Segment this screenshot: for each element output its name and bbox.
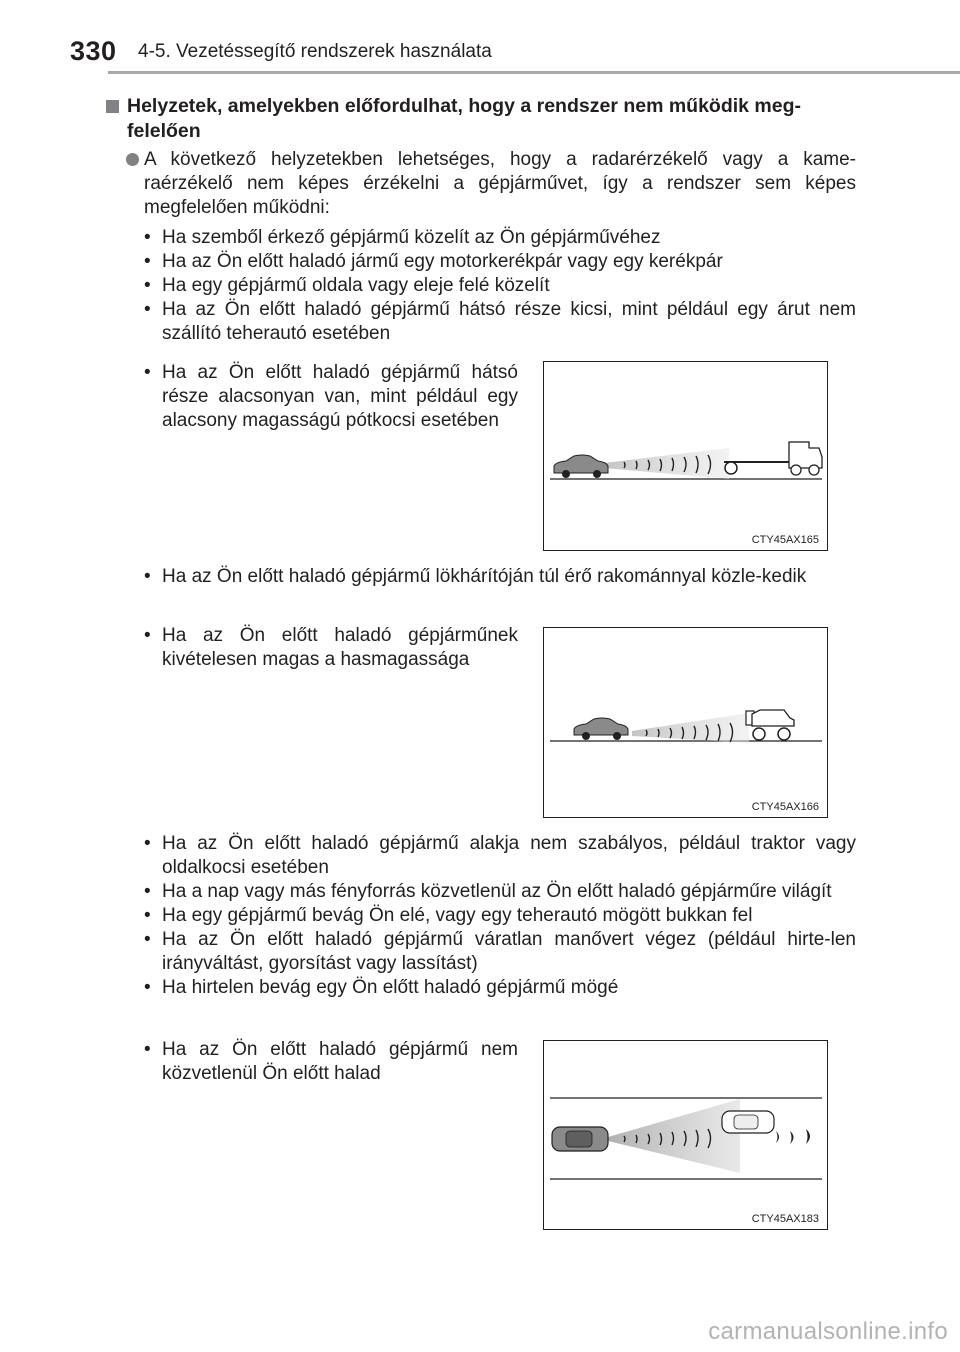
list-item bbox=[104, 624, 518, 672]
bullet-icon: • bbox=[144, 362, 151, 383]
chapter-header: 4-5. Vezetéssegítő rendszerek használata bbox=[138, 41, 492, 62]
list-item-text: Ha egy gépjármű bevág Ön elé, vagy egy teherautó mögött bukkan fel bbox=[162, 905, 753, 926]
bullet-icon: • bbox=[144, 251, 151, 272]
list-item bbox=[104, 274, 856, 298]
main-content bbox=[104, 94, 856, 346]
section-title-line1: Helyzetek, amelyekben előfordulhat, hogy a rendszer nem működik meg- bbox=[127, 95, 802, 117]
section-title-line2: felelően bbox=[127, 120, 201, 142]
bullet-icon: • bbox=[144, 299, 151, 320]
list-item bbox=[104, 976, 856, 1000]
list-item bbox=[104, 880, 856, 904]
intro-paragraph bbox=[104, 148, 856, 220]
figure-2-caption-list bbox=[104, 624, 518, 672]
intro-text: A következő helyzetekben lehetséges, hogy a radarérzékelő vagy a kame-raérzékelő nem képes érzékelni a gépjárművet, így a rendszer sem képes megfelelően működni: bbox=[144, 149, 856, 218]
list-item-text: Ha az Ön előtt haladó gépjármű lökhárítóján túl érő rakománnyal közle-kedik bbox=[162, 566, 807, 587]
low-trailer-illustration bbox=[544, 362, 827, 550]
list-item bbox=[104, 1038, 518, 1086]
list-item-text: Ha szemből érkező gépjármű közelít az Ön gépjárművéhez bbox=[162, 227, 661, 248]
figure-2-text: Ha az Ön előtt haladó gépjárműnek kivételesen magas a hasmagassága bbox=[162, 625, 518, 670]
bullet-icon: • bbox=[144, 227, 151, 248]
situation-list-2 bbox=[104, 565, 856, 589]
list-item-text: Ha hirtelen bevág egy Ön előtt haladó gépjármű mögé bbox=[162, 977, 619, 998]
list-item bbox=[104, 226, 856, 250]
list-item-text: Ha az Ön előtt haladó gépjármű hátsó része kicsi, mint például egy árut nem szállító teherautó esetében bbox=[162, 299, 856, 344]
bullet-icon: • bbox=[144, 929, 151, 950]
figure-3-text: Ha az Ön előtt haladó gépjármű nem közvetlenül Ön előtt halad bbox=[162, 1039, 518, 1084]
square-bullet-icon bbox=[106, 100, 119, 113]
high-clearance-illustration bbox=[544, 628, 827, 817]
list-item bbox=[104, 832, 856, 880]
bullet-icon: • bbox=[144, 905, 151, 926]
list-item bbox=[104, 928, 856, 976]
list-item bbox=[104, 361, 518, 433]
bullet-icon: • bbox=[144, 977, 151, 998]
list-item-text: Ha az Ön előtt haladó jármű egy motorkerékpár vagy egy kerékpár bbox=[162, 251, 723, 272]
list-item-text: Ha a nap vagy más fényforrás közvetlenül az Ön előtt haladó gépjárműre világít bbox=[162, 881, 832, 902]
figure-1-code: CTY45AX165 bbox=[751, 534, 819, 546]
list-item bbox=[104, 565, 856, 589]
list-item-text: Ha az Ön előtt haladó gépjármű váratlan manővert végez (például hirte-len irányváltást, gyorsítást vagy lassítást) bbox=[162, 929, 856, 974]
header-rule bbox=[108, 71, 960, 74]
page-number: 330 bbox=[70, 36, 117, 66]
figure-1-illustration bbox=[543, 361, 828, 551]
bullet-icon: • bbox=[144, 833, 151, 854]
figure-2-code: CTY45AX166 bbox=[751, 801, 819, 813]
situation-list-3 bbox=[104, 832, 856, 1000]
list-item bbox=[104, 250, 856, 274]
bullet-icon: • bbox=[144, 1039, 151, 1060]
bullet-icon: • bbox=[144, 881, 151, 902]
figure-3-code: CTY45AX183 bbox=[751, 1213, 819, 1225]
list-item bbox=[104, 298, 856, 346]
list-item bbox=[104, 904, 856, 928]
figure-row-3 bbox=[104, 1038, 856, 1233]
figure-1-text: Ha az Ön előtt haladó gépjármű hátsó része alacsonyan van, mint például egy alacsony magasságú pótkocsi esetében bbox=[162, 362, 518, 431]
watermark: carmanualsonline.info bbox=[708, 1318, 948, 1345]
bullet-icon: • bbox=[144, 566, 151, 587]
figure-3-caption-list bbox=[104, 1038, 518, 1086]
circle-bullet-icon bbox=[126, 153, 139, 166]
section-title bbox=[104, 94, 856, 144]
figure-2-illustration bbox=[543, 627, 828, 818]
bullet-icon: • bbox=[144, 275, 151, 296]
figure-1-caption-list bbox=[104, 361, 518, 433]
bullet-icon: • bbox=[144, 625, 151, 646]
list-item-text: Ha az Ön előtt haladó gépjármű alakja nem szabályos, például traktor vagy oldalkocsi esetében bbox=[162, 833, 856, 878]
figure-3-illustration bbox=[543, 1040, 828, 1230]
list-item-text: Ha egy gépjármű oldala vagy eleje felé közelít bbox=[162, 275, 550, 296]
figure-row-1 bbox=[104, 361, 856, 551]
offset-vehicle-illustration bbox=[544, 1041, 827, 1229]
situation-list-1 bbox=[104, 226, 856, 346]
figure-row-2 bbox=[104, 624, 856, 819]
